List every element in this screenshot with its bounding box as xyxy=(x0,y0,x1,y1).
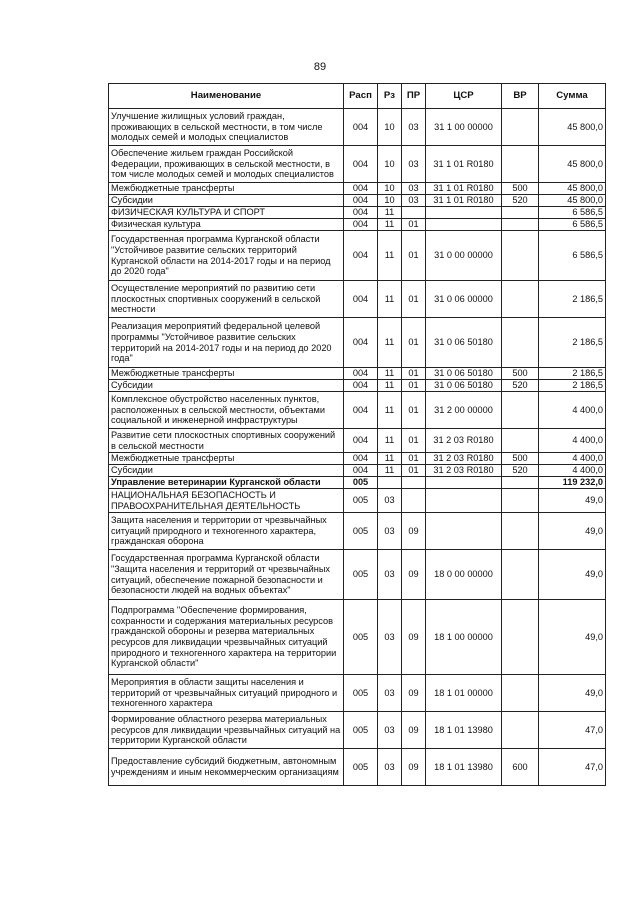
cell-name: Государственная программа Курганской области "Защита населения и территорий от чрезвычайных ситуаций, обеспечение пожарной безопасности и безопасности людей на водных объектах" xyxy=(109,550,344,600)
cell-rasp: 004 xyxy=(344,380,378,392)
cell-rz: 11 xyxy=(378,453,402,465)
cell-sum: 47,0 xyxy=(539,712,606,749)
cell-rz: 03 xyxy=(378,513,402,550)
cell-name: Обеспечение жильем граждан Российской Федерации, проживающих в сельской местности, в том числе молодых семей и молодых специалистов xyxy=(109,146,344,183)
cell-name: Субсидии xyxy=(109,465,344,477)
cell-name: Государственная программа Курганской области "Устойчивое развитие сельских территорий Курганской области на 2014-2017 годы и на период до 2020 года" xyxy=(109,231,344,281)
cell-rasp: 005 xyxy=(344,489,378,513)
cell-vr: 520 xyxy=(502,380,539,392)
cell-rasp: 005 xyxy=(344,749,378,786)
table-row xyxy=(109,550,606,600)
cell-rasp: 005 xyxy=(344,513,378,550)
cell-csr: 31 2 03 R0180 xyxy=(426,429,502,453)
cell-sum: 2 186,5 xyxy=(539,368,606,380)
cell-csr: 18 1 01 00000 xyxy=(426,675,502,712)
cell-csr: 18 0 00 00000 xyxy=(426,550,502,600)
cell-sum: 49,0 xyxy=(539,513,606,550)
cell-vr xyxy=(502,429,539,453)
cell-rz: 10 xyxy=(378,109,402,146)
cell-rz: 11 xyxy=(378,219,402,231)
cell-sum: 49,0 xyxy=(539,600,606,675)
cell-pr: 01 xyxy=(402,453,426,465)
cell-vr: 600 xyxy=(502,749,539,786)
cell-pr: 01 xyxy=(402,380,426,392)
cell-rz: 11 xyxy=(378,429,402,453)
cell-vr xyxy=(502,392,539,429)
cell-sum: 6 586,5 xyxy=(539,207,606,219)
cell-name: Мероприятия в области защиты населения и территорий от чрезвычайных ситуаций природного и техногенного характера xyxy=(109,675,344,712)
cell-vr: 500 xyxy=(502,183,539,195)
cell-csr: 31 1 01 R0180 xyxy=(426,195,502,207)
table-row xyxy=(109,749,606,786)
cell-vr xyxy=(502,675,539,712)
cell-rasp: 004 xyxy=(344,231,378,281)
table-row xyxy=(109,146,606,183)
cell-pr: 01 xyxy=(402,392,426,429)
cell-vr xyxy=(502,489,539,513)
cell-sum: 4 400,0 xyxy=(539,429,606,453)
cell-name: Реализация мероприятий федеральной целевой программы "Устойчивое развитие сельских территорий на 2014-2017 годы и на период до 2020 года" xyxy=(109,318,344,368)
cell-rz: 03 xyxy=(378,749,402,786)
table-body xyxy=(109,109,606,786)
cell-sum: 49,0 xyxy=(539,675,606,712)
cell-rasp: 004 xyxy=(344,429,378,453)
cell-rz: 03 xyxy=(378,550,402,600)
cell-name: Комплексное обустройство населенных пунктов, расположенных в сельской местности, объектами социальной и инженерной инфраструктуры xyxy=(109,392,344,429)
header-name: Наименование xyxy=(109,84,344,109)
cell-vr xyxy=(502,146,539,183)
cell-sum: 4 400,0 xyxy=(539,392,606,429)
cell-rz: 03 xyxy=(378,600,402,675)
cell-csr xyxy=(426,513,502,550)
cell-pr xyxy=(402,207,426,219)
cell-rasp: 005 xyxy=(344,675,378,712)
cell-pr: 09 xyxy=(402,749,426,786)
cell-vr: 520 xyxy=(502,465,539,477)
cell-name: Межбюджетные трансферты xyxy=(109,368,344,380)
cell-csr: 31 0 06 50180 xyxy=(426,318,502,368)
cell-csr: 31 0 06 50180 xyxy=(426,368,502,380)
cell-rasp: 004 xyxy=(344,368,378,380)
table-row xyxy=(109,231,606,281)
cell-rasp: 005 xyxy=(344,712,378,749)
cell-csr: 31 2 03 R0180 xyxy=(426,453,502,465)
cell-pr: 01 xyxy=(402,465,426,477)
cell-csr: 31 0 00 00000 xyxy=(426,231,502,281)
cell-rasp: 004 xyxy=(344,281,378,318)
cell-rz: 11 xyxy=(378,281,402,318)
cell-pr: 09 xyxy=(402,550,426,600)
cell-pr: 01 xyxy=(402,318,426,368)
table-row xyxy=(109,600,606,675)
cell-sum: 6 586,5 xyxy=(539,219,606,231)
cell-rasp: 005 xyxy=(344,550,378,600)
cell-csr xyxy=(426,207,502,219)
cell-name: Межбюджетные трансферты xyxy=(109,183,344,195)
cell-rz: 10 xyxy=(378,183,402,195)
cell-rasp: 004 xyxy=(344,465,378,477)
cell-pr: 09 xyxy=(402,600,426,675)
cell-rz: 11 xyxy=(378,318,402,368)
cell-csr: 31 1 01 R0180 xyxy=(426,183,502,195)
cell-csr xyxy=(426,489,502,513)
cell-vr: 500 xyxy=(502,368,539,380)
cell-vr: 520 xyxy=(502,195,539,207)
cell-rasp: 004 xyxy=(344,392,378,429)
cell-pr: 01 xyxy=(402,231,426,281)
cell-rasp: 005 xyxy=(344,600,378,675)
table-row xyxy=(109,281,606,318)
table-row xyxy=(109,712,606,749)
cell-pr: 03 xyxy=(402,195,426,207)
table-row xyxy=(109,109,606,146)
header-rasp: Расп xyxy=(344,84,378,109)
table-header-row xyxy=(109,84,606,109)
table-row xyxy=(109,368,606,380)
page-number: 89 xyxy=(313,61,327,73)
cell-sum: 2 186,5 xyxy=(539,281,606,318)
cell-name: Формирование областного резерва материальных ресурсов для ликвидации чрезвычайных ситуаций на территории Курганской области xyxy=(109,712,344,749)
table-row xyxy=(109,318,606,368)
cell-rasp: 004 xyxy=(344,219,378,231)
cell-name: Подпрограмма "Обеспечение формирования, сохранности и содержания материальных ресурсов гражданской обороны и резерва материальных ресурсов для ликвидации чрезвычайных ситуаций природного и техногенного характера на территории Курганской области" xyxy=(109,600,344,675)
cell-pr: 03 xyxy=(402,109,426,146)
cell-vr xyxy=(502,513,539,550)
table-row xyxy=(109,453,606,465)
cell-vr: 500 xyxy=(502,453,539,465)
header-sum: Сумма xyxy=(539,84,606,109)
cell-pr xyxy=(402,477,426,489)
cell-pr: 09 xyxy=(402,675,426,712)
cell-rz: 10 xyxy=(378,195,402,207)
header-csr: ЦСР xyxy=(426,84,502,109)
cell-pr: 03 xyxy=(402,183,426,195)
cell-name: Защита населения и территории от чрезвычайных ситуаций природного и техногенного характера, гражданская оборона xyxy=(109,513,344,550)
header-rz: Рз xyxy=(378,84,402,109)
cell-rasp: 004 xyxy=(344,318,378,368)
cell-name: Предоставление субсидий бюджетным, автономным учреждениям и иным некоммерческим организациям xyxy=(109,749,344,786)
cell-sum: 2 186,5 xyxy=(539,318,606,368)
table-row xyxy=(109,183,606,195)
table-row xyxy=(109,513,606,550)
cell-rasp: 004 xyxy=(344,109,378,146)
table-row xyxy=(109,477,606,489)
cell-csr: 31 2 00 00000 xyxy=(426,392,502,429)
cell-csr: 18 1 01 13980 xyxy=(426,749,502,786)
cell-name: Физическая культура xyxy=(109,219,344,231)
cell-rasp: 004 xyxy=(344,183,378,195)
cell-csr: 31 0 06 50180 xyxy=(426,380,502,392)
cell-rz: 03 xyxy=(378,675,402,712)
header-pr: ПР xyxy=(402,84,426,109)
cell-name: Осуществление мероприятий по развитию сети плоскостных спортивных сооружений в сельской местности xyxy=(109,281,344,318)
table-row xyxy=(109,465,606,477)
cell-rz: 11 xyxy=(378,392,402,429)
cell-vr xyxy=(502,207,539,219)
cell-csr: 31 2 03 R0180 xyxy=(426,465,502,477)
cell-sum: 49,0 xyxy=(539,550,606,600)
cell-pr: 01 xyxy=(402,429,426,453)
cell-name: Развитие сети плоскостных спортивных сооружений в сельской местности xyxy=(109,429,344,453)
table-row xyxy=(109,195,606,207)
cell-rz: 11 xyxy=(378,207,402,219)
cell-sum: 119 232,0 xyxy=(539,477,606,489)
cell-sum: 2 186,5 xyxy=(539,380,606,392)
cell-csr: 18 1 01 13980 xyxy=(426,712,502,749)
cell-rz: 11 xyxy=(378,368,402,380)
cell-pr: 03 xyxy=(402,146,426,183)
cell-vr xyxy=(502,231,539,281)
table-row xyxy=(109,380,606,392)
cell-vr xyxy=(502,281,539,318)
table-row xyxy=(109,429,606,453)
cell-vr xyxy=(502,219,539,231)
cell-rasp: 005 xyxy=(344,477,378,489)
cell-rz: 11 xyxy=(378,465,402,477)
table-row xyxy=(109,219,606,231)
cell-vr xyxy=(502,318,539,368)
cell-rz: 10 xyxy=(378,146,402,183)
cell-csr: 31 1 01 R0180 xyxy=(426,146,502,183)
cell-csr: 31 1 00 00000 xyxy=(426,109,502,146)
cell-rasp: 004 xyxy=(344,146,378,183)
cell-rasp: 004 xyxy=(344,195,378,207)
cell-rz: 03 xyxy=(378,712,402,749)
cell-rasp: 004 xyxy=(344,207,378,219)
cell-rasp: 004 xyxy=(344,453,378,465)
cell-sum: 45 800,0 xyxy=(539,109,606,146)
cell-sum: 45 800,0 xyxy=(539,183,606,195)
cell-csr: 18 1 00 00000 xyxy=(426,600,502,675)
cell-sum: 6 586,5 xyxy=(539,231,606,281)
cell-pr: 01 xyxy=(402,219,426,231)
cell-csr xyxy=(426,219,502,231)
cell-name: ФИЗИЧЕСКАЯ КУЛЬТУРА И СПОРТ xyxy=(109,207,344,219)
cell-pr: 01 xyxy=(402,281,426,318)
cell-csr xyxy=(426,477,502,489)
cell-sum: 49,0 xyxy=(539,489,606,513)
cell-rz xyxy=(378,477,402,489)
cell-pr: 01 xyxy=(402,368,426,380)
cell-rz: 03 xyxy=(378,489,402,513)
cell-name: Субсидии xyxy=(109,380,344,392)
cell-sum: 4 400,0 xyxy=(539,465,606,477)
budget-table xyxy=(108,83,606,786)
cell-sum: 4 400,0 xyxy=(539,453,606,465)
cell-sum: 47,0 xyxy=(539,749,606,786)
cell-csr: 31 0 06 00000 xyxy=(426,281,502,318)
cell-rz: 11 xyxy=(378,231,402,281)
cell-vr xyxy=(502,550,539,600)
header-vr: ВР xyxy=(502,84,539,109)
cell-sum: 45 800,0 xyxy=(539,195,606,207)
cell-name: Улучшение жилищных условий граждан, проживающих в сельской местности, в том числе молодых семей и молодых специалистов xyxy=(109,109,344,146)
cell-vr xyxy=(502,600,539,675)
cell-vr xyxy=(502,712,539,749)
cell-vr xyxy=(502,109,539,146)
table-row xyxy=(109,392,606,429)
cell-pr xyxy=(402,489,426,513)
cell-name: НАЦИОНАЛЬНАЯ БЕЗОПАСНОСТЬ И ПРАВООХРАНИТЕЛЬНАЯ ДЕЯТЕЛЬНОСТЬ xyxy=(109,489,344,513)
cell-vr xyxy=(502,477,539,489)
table-row xyxy=(109,489,606,513)
cell-sum: 45 800,0 xyxy=(539,146,606,183)
cell-pr: 09 xyxy=(402,513,426,550)
cell-name: Субсидии xyxy=(109,195,344,207)
table-row xyxy=(109,207,606,219)
cell-name: Управление ветеринарии Курганской области xyxy=(109,477,344,489)
cell-pr: 09 xyxy=(402,712,426,749)
cell-rz: 11 xyxy=(378,380,402,392)
table-row xyxy=(109,675,606,712)
cell-name: Межбюджетные трансферты xyxy=(109,453,344,465)
